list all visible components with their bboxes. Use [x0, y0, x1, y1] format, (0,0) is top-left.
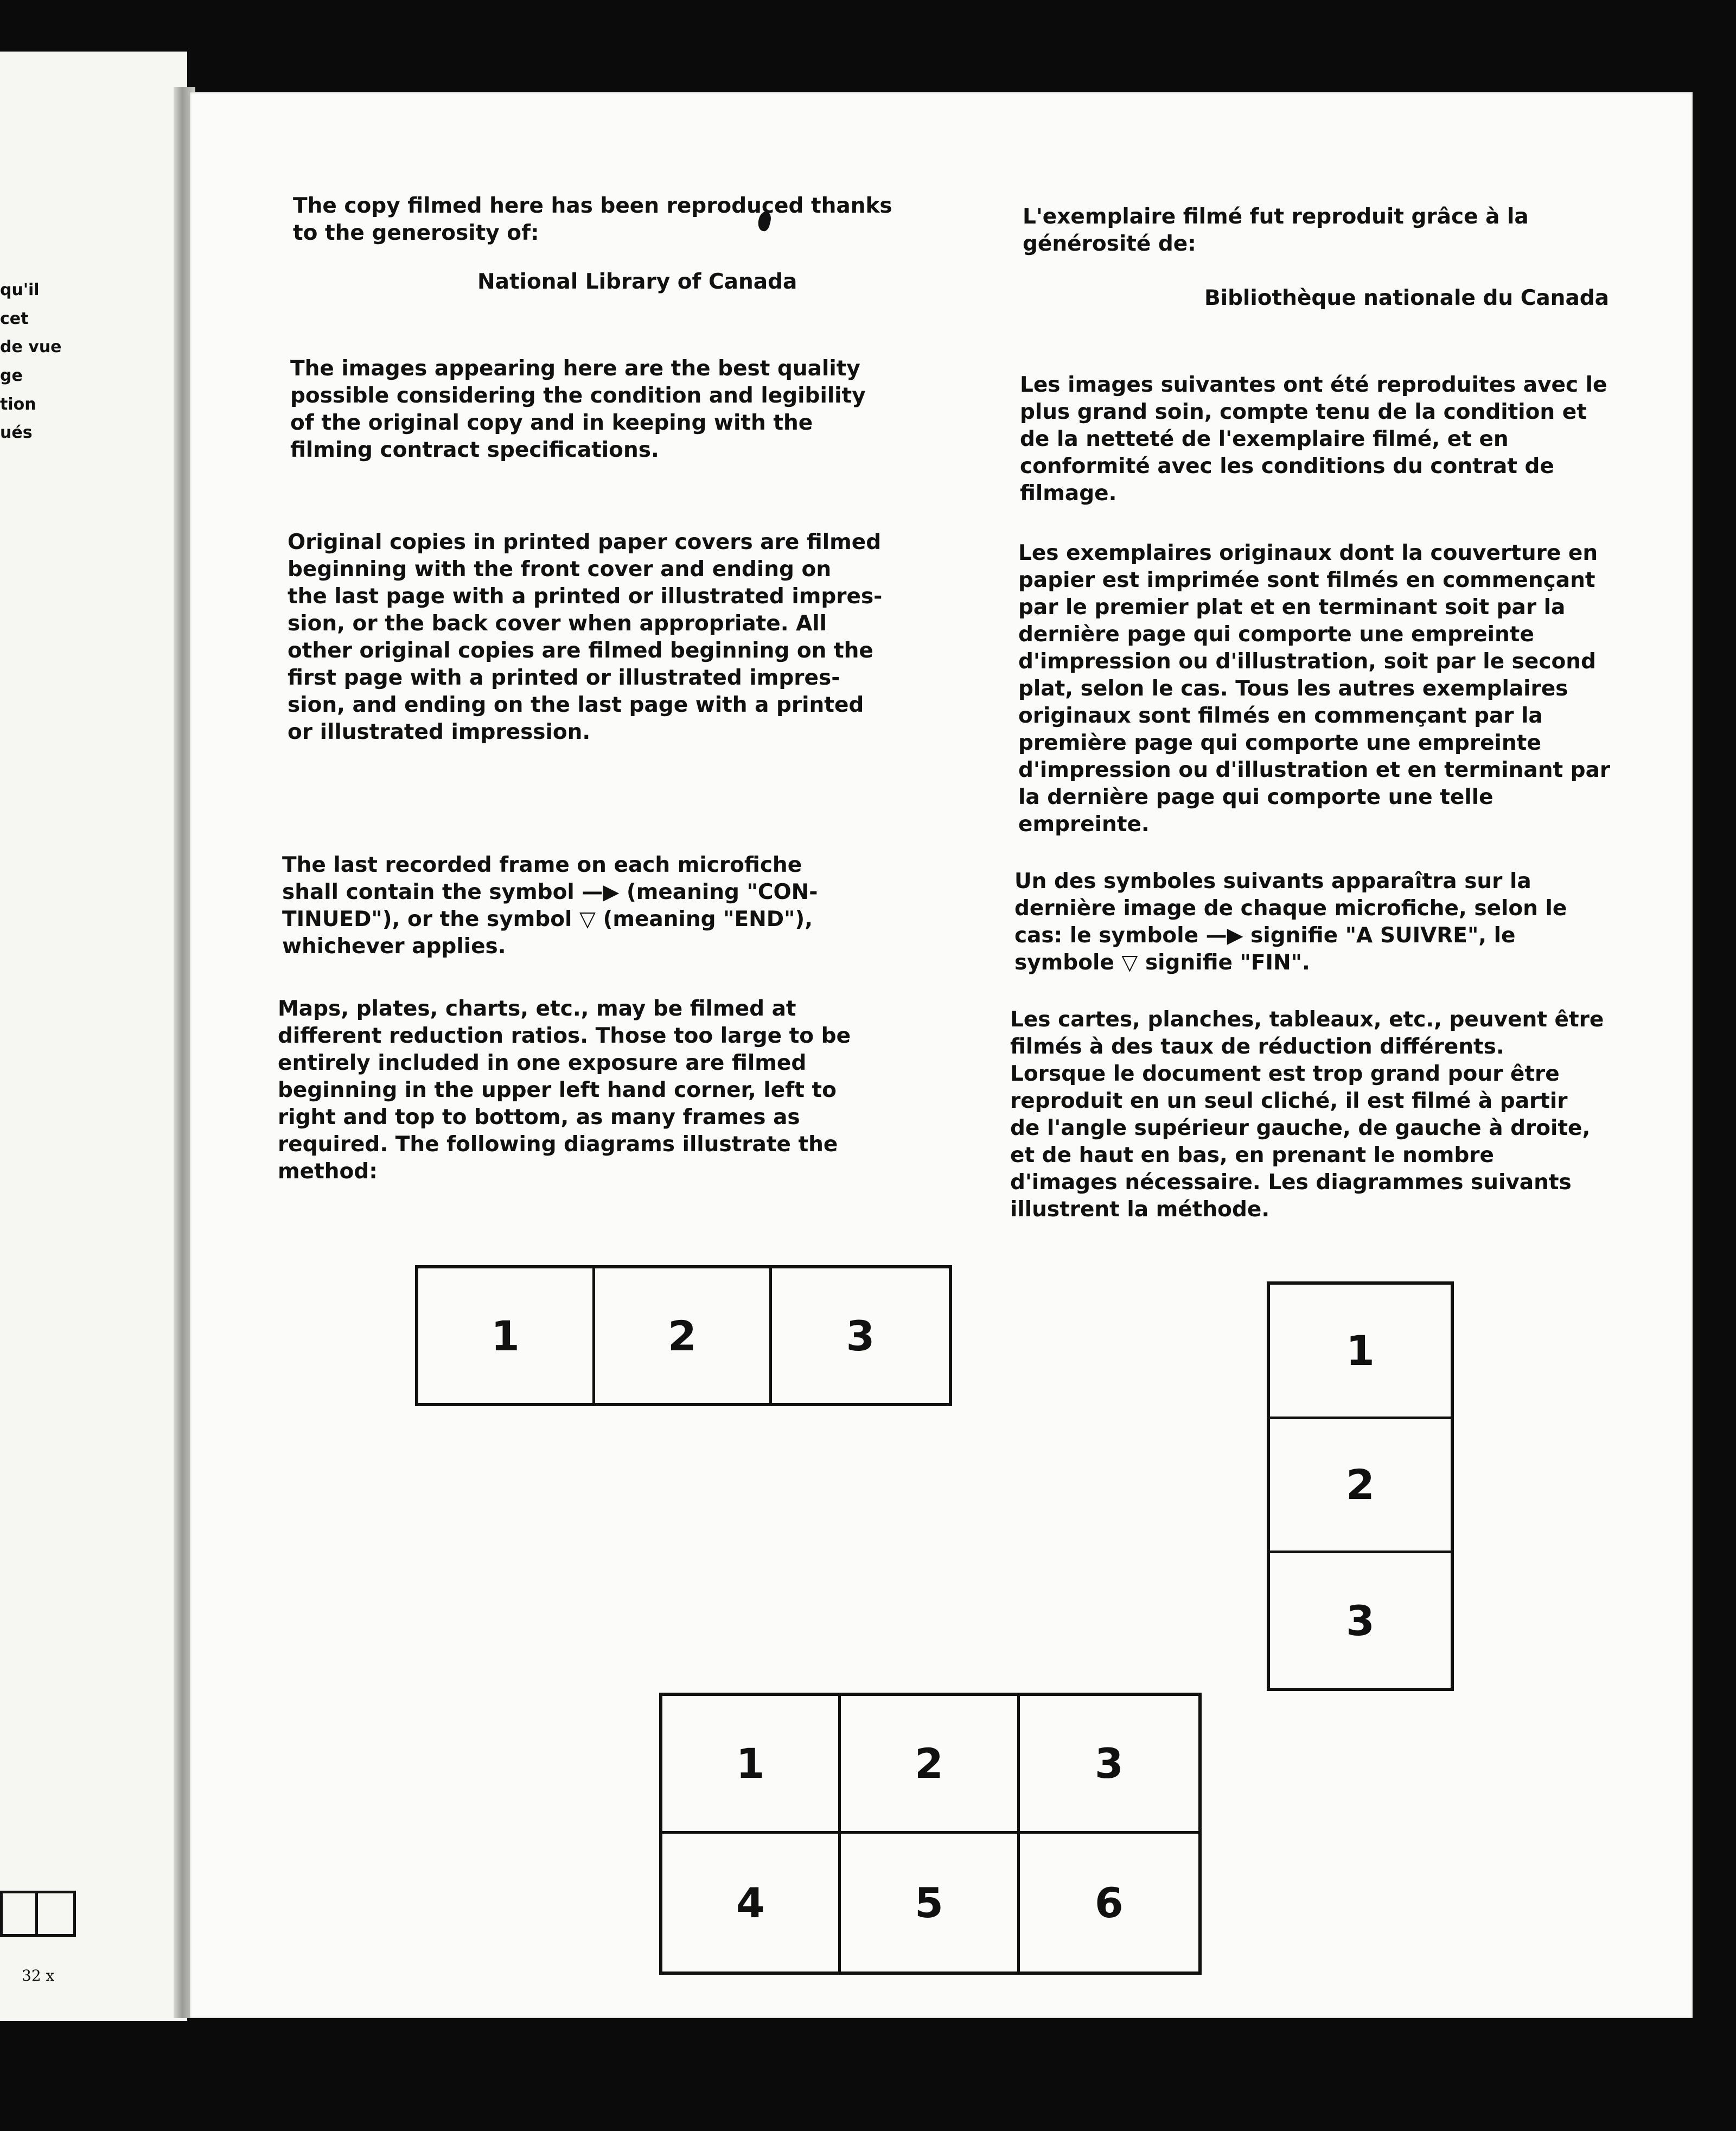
fr-maps-paragraph: Les cartes, planches, tableaux, etc., peuvent être filmés à des taux de réduction différents. Lorsque le document est trop grand pour être reproduit en un seul cliché, il est filmé à partir de l'angle supérieur gauche, de gauche à droite, et de haut en bas, en prenant le nombre d'images nécessaire. Les diagrammes suivants illustrent la méthode.	[1010, 1007, 1604, 1222]
frame-cell: 3	[846, 1311, 875, 1360]
en-credit-paragraph: The copy filmed here has been reproduced thanks to the generosity of:	[293, 194, 892, 245]
en-library-name: National Library of Canada	[477, 270, 797, 294]
left-text-fragment: ge	[0, 366, 23, 385]
frame-cell: 1	[1270, 1285, 1451, 1419]
fr-library-name: Bibliothèque nationale du Canada	[1204, 286, 1609, 310]
left-text-fragment: ués	[0, 423, 33, 442]
left-page-number: 32 x	[22, 1967, 55, 1985]
left-frame-diagram	[0, 1891, 76, 1937]
diagram-vertical-frames	[1267, 1281, 1454, 1691]
frame-cell: 2	[595, 1268, 772, 1403]
frame-cell: 3	[1346, 1596, 1375, 1645]
frame-cell: 1	[662, 1696, 841, 1834]
frame-cell: 3	[1020, 1696, 1198, 1834]
frame-cell: 2	[841, 1696, 1019, 1834]
diagram-grid-frames	[659, 1693, 1202, 1975]
frame-cell: 6	[1094, 1878, 1124, 1927]
en-originals-paragraph: Original copies in printed paper covers are filmed beginning with the front cover and ending on the last page with a printed or illustrated impres- sion, or the back cover when appropriate. All other original copies are filmed beginning on the first page with a printed or illustrated impres- sion, and ending on the last page with a printed or illustrated impression.	[288, 530, 883, 744]
en-symbols-paragraph: The last recorded frame on each microfiche shall contain the symbol —▶ (meaning "CON- TINUED"), or the symbol ▽ (meaning "END"), whichever applies.	[282, 853, 818, 959]
left-text-fragment: de vue	[0, 337, 62, 356]
frame-cell: 4	[662, 1834, 841, 1972]
frame-cell: 2	[1270, 1419, 1451, 1554]
en-maps-paragraph: Maps, plates, charts, etc., may be filmed at different reduction ratios. Those too large to be entirely included in one exposure are filmed beginning in the upper left hand corner, left to right and top to bottom, as many frames as required. The following diagrams illustrate the method:	[278, 997, 851, 1184]
fr-credit-paragraph: L'exemplaire filmé fut reproduit grâce à la générosité de:	[1023, 205, 1529, 256]
en-quality-paragraph: The images appearing here are the best quality possible considering the condition and legibility of the original copy and in keeping with the filming contract specifications.	[290, 356, 866, 462]
fr-originals-paragraph: Les exemplaires originaux dont la couverture en papier est imprimée sont filmés en commençant par le premier plat et en terminant soit par la dernière page qui comporte une empreinte d'impression ou d'illustration, soit par le second plat, selon le cas. Tous les autres exemplaires originaux sont filmés en commençant par la première page qui comporte une empreinte d'impression ou d'illustration et en terminant par la dernière page qui comporte une telle empreinte.	[1018, 541, 1611, 837]
fr-quality-paragraph: Les images suivantes ont été reproduites avec le plus grand soin, compte tenu de la condition et de la netteté de l'exemplaire filmé, et en conformité avec les conditions du contrat de filmage.	[1020, 373, 1607, 506]
diagram-horizontal-frames	[415, 1265, 952, 1406]
fr-symbols-paragraph: Un des symboles suivants apparaîtra sur la dernière image de chaque microfiche, selon le cas: le symbole —▶ signifie "A SUIVRE", le symbole ▽ signifie "FIN".	[1014, 869, 1567, 975]
left-text-fragment: cet	[0, 309, 29, 328]
frame-cell: 1	[418, 1268, 595, 1403]
left-text-fragment: qu'il	[0, 280, 40, 299]
left-page	[0, 52, 187, 2021]
left-text-fragment: tion	[0, 395, 36, 414]
frame-cell: 5	[841, 1834, 1019, 1972]
